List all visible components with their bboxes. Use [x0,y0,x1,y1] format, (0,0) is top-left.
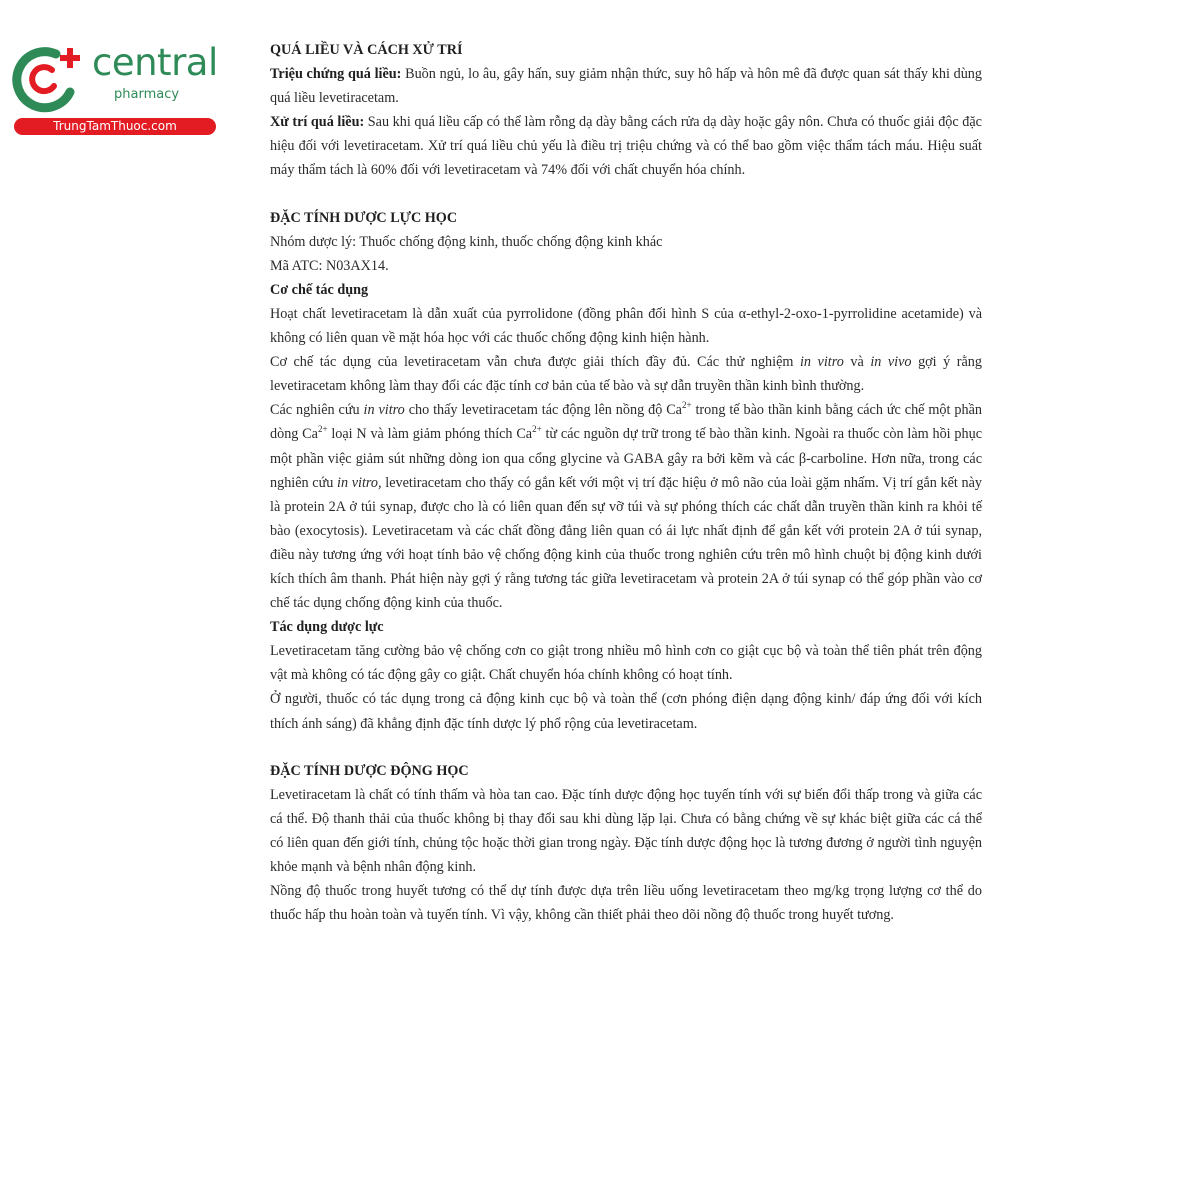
effect-heading: Tác dụng dược lực [270,619,384,636]
pharmacokinetics-paragraph-2: Nồng độ thuốc trong huyết tương có thể dự tính được dựa trên liều uống levetiracetam theo mg/kg trọng lượng cơ thể do thuốc hấp thu hoàn toàn và tuyến tính. Vì vậy, không cần thiết phải theo dõi nồng độ thuốc trong huyết tương. [270,883,982,924]
overdose-heading: QUÁ LIỀU VÀ CÁCH XỬ TRÍ [270,42,463,58]
pharmacodynamics-section [270,206,982,736]
atc-code: Mã ATC: N03AX14. [270,257,389,274]
treatment-text: Sau khi quá liều cấp có thể làm rỗng dạ dày bằng cách rửa dạ dày hoặc gây nôn. Chưa có thuốc giải độc đặc hiệu đối với levetiracetam. Xử trí quá liều chủ yếu là điều trị triệu chứng và có thể bao gồm việc thẩm tách máu. Hiệu suất máy thẩm tách là 60% đối với levetiracetam và 74% đối với chất chuyển hóa chính. [270,114,982,179]
pharmacy-logo [8,36,218,136]
symptoms-text: Buồn ngủ, lo âu, gây hấn, suy giảm nhận thức, suy hô hấp và hôn mê đã được quan sát thấy khi dùng quá liều levetiracetam. [270,66,982,107]
mechanism-paragraph-2: Cơ chế tác dụng của levetiracetam vẫn chưa được giải thích đầy đủ. Các thử nghiệm in vitro và in vivo gợi ý rằng levetiracetam không làm thay đổi các đặc tính cơ bản của tế bào và sự dẫn truyền thần kinh bình thường. [270,354,982,395]
overdose-treatment-paragraph [270,110,982,182]
effect-paragraph-1: Levetiracetam tăng cường bảo vệ chống cơn co giật trong nhiều mô hình cơn co giật cục bộ và toàn thể tiên phát trên động vật mà không có tác động gây co giật. Chất chuyển hóa chính không có hoạt tính. [270,643,982,684]
document-body [270,38,982,927]
overdose-section [270,38,982,183]
overdose-symptoms-paragraph [270,62,982,110]
treatment-label: Xử trí quá liều: [270,114,365,131]
logo-tagline: pharmacy [114,87,180,102]
mechanism-paragraph-3: Các nghiên cứu in vitro cho thấy levetiracetam tác động lên nồng độ $Ca^{2+}$ trong tế bào thần kinh bằng cách ức chế một phần dòng $Ca^{2+}$ loại N và làm giảm phóng thích $Ca^{2+}$ từ các nguồn dự trữ trong tế bào thần kinh. Ngoài ra thuốc còn làm hồi phục một phần việc giảm sút những dòng ion qua cổng glycine và GABA gây ra bởi kẽm và các β-carboline. Hơn nữa, trong các nghiên cứu in vitro, levetiracetam cho thấy có gắn kết với một vị trí đặc hiệu ở mô não của loài gặm nhấm. Vị trí gắn kết này là protein 2A ở túi synap, được cho là có liên quan đến sự vỡ túi và sự phóng thích các chất dẫn truyền thần kinh ra khỏi tế bào (exocytosis). Levetiracetam và các chất đồng đẳng liên quan có ái lực nhất định để gắn kết với protein 2A ở túi synap, điều này tương ứng với hoạt tính bảo vệ chống động kinh của thuốc trong nghiên cứu trên mô hình chuột bị động kinh dưới kích thích âm thanh. Phát hiện này gợi ý rằng tương tác giữa levetiracetam và protein 2A ở túi synap có thể góp phần vào cơ chế tác dụng chống động kinh của thuốc. [270,400,982,612]
pharmacological-group: Nhóm dược lý: Thuốc chống động kinh, thuốc chống động kinh khác [270,233,663,250]
mechanism-paragraph-1: Hoạt chất levetiracetam là dẫn xuất của pyrrolidone (đồng phân đối hình S của α-ethyl-2-oxo-1-pyrrolidine acetamide) và không có liên quan về mặt hóa học với các thuốc chống động kinh hiện hành. [270,305,982,347]
pharmacokinetics-paragraph-1: Levetiracetam là chất có tính thấm và hòa tan cao. Đặc tính dược động học tuyến tính với sự biến đổi thấp trong và giữa các cá thể. Độ thanh thải của thuốc không bị thay đổi sau khi dùng lặp lại. Chưa có bằng chứng về sự khác biệt giữa các cá thể có liên quan đến giới tính, chủng tộc hoặc thời gian trong ngày. Đặc tính dược động học là tương đương ở người tình nguyện khỏe mạnh và bệnh nhân động kinh. [270,786,982,875]
pharmacodynamics-heading: ĐẶC TÍNH DƯỢC LỰC HỌC [270,209,458,226]
mechanism-heading: Cơ chế tác dụng [270,281,369,298]
symptoms-label: Triệu chứng quá liều: [270,66,402,83]
logo-website-banner: TrungTamThuoc.com [14,118,216,135]
pharmacokinetics-section [270,759,982,928]
effect-paragraph-2: Ở người, thuốc có tác dụng trong cả động kinh cục bộ và toàn thể (cơn phóng điện dạng động kinh/ đáp ứng đối với kích thích ánh sáng) đã khẳng định đặc tính dược lý phổ rộng của levetiracetam. [270,691,982,732]
logo-name: central [92,41,218,84]
pharmacokinetics-heading: ĐẶC TÍNH DƯỢC ĐỘNG HỌC [270,762,469,779]
logo-c-cross-icon [10,40,92,118]
